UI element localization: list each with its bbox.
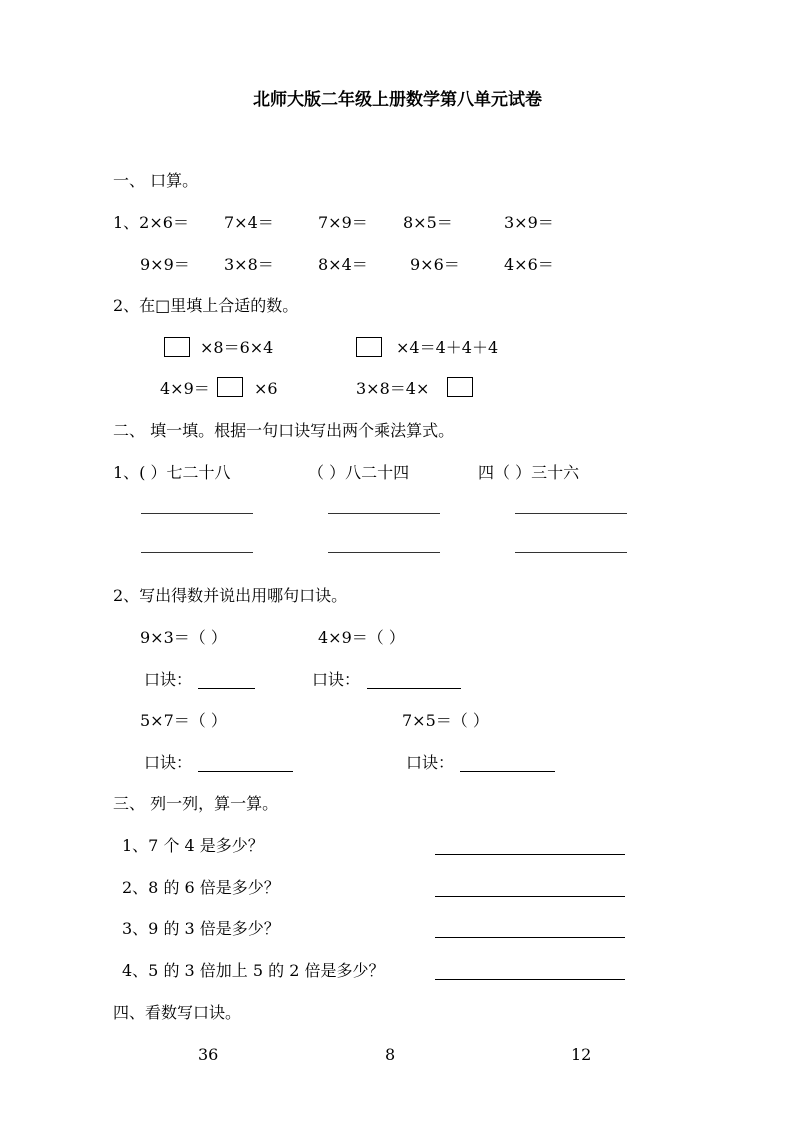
koujue-blank: 1、( ）七二十八 [113, 463, 231, 482]
number-prompt: 12 [571, 1045, 592, 1064]
calc-item: 4×9＝（ ） [318, 628, 405, 647]
number-prompt: 8 [385, 1045, 396, 1064]
answer-line[interactable] [435, 896, 625, 897]
calc-item: 8×5＝ [403, 213, 453, 232]
fill-equation: 4×9＝ [160, 379, 210, 398]
answer-line[interactable] [435, 854, 625, 855]
section-4-heading: 四、看数写口诀。 [113, 1003, 242, 1022]
calc-item: 3×8＝ [224, 255, 274, 274]
koujue-blank: （ ）八二十四 [308, 463, 410, 482]
koujue-label: 口诀： [406, 753, 455, 772]
answer-box[interactable] [164, 337, 190, 357]
answer-line[interactable] [198, 688, 255, 689]
koujue-label: 口诀： [144, 670, 193, 689]
fill-equation: ×6 [254, 379, 278, 398]
answer-line[interactable] [328, 552, 440, 553]
question-2-label: 2、在□里填上合适的数。 [113, 296, 299, 315]
answer-line[interactable] [198, 771, 293, 772]
koujue-label: 口诀： [312, 670, 361, 689]
calc-item: 7×5＝（ ） [402, 711, 489, 730]
calc-item: 5×7＝（ ） [140, 711, 227, 730]
calc-item: 7×4＝ [224, 213, 274, 232]
word-problem: 1、7 个 4 是多少？ [122, 836, 264, 855]
answer-line[interactable] [367, 688, 461, 689]
answer-line[interactable] [515, 552, 627, 553]
calc-item: 9×6＝ [410, 255, 460, 274]
fill-equation: ×4＝4＋4＋4 [396, 338, 499, 357]
question-2-label: 2、写出得数并说出用哪句口诀。 [113, 586, 348, 605]
answer-line[interactable] [141, 552, 253, 553]
number-prompt: 36 [198, 1045, 219, 1064]
koujue-label: 口诀： [144, 753, 193, 772]
answer-line[interactable] [141, 513, 253, 514]
koujue-blank: 四（ ）三十六 [478, 463, 580, 482]
section-3-heading: 三、 列一列，算一算。 [113, 794, 279, 813]
calc-item: 4×6＝ [504, 255, 554, 274]
answer-line[interactable] [328, 513, 440, 514]
answer-box[interactable] [217, 377, 243, 397]
section-1-heading: 一、 口算。 [113, 171, 199, 190]
word-problem: 2、8 的 6 倍是多少？ [122, 878, 280, 897]
page-title: 北师大版二年级上册数学第八单元试卷 [253, 90, 542, 110]
answer-line[interactable] [435, 937, 625, 938]
calc-item: 9×3＝（ ） [140, 628, 227, 647]
word-problem: 4、5 的 3 倍加上 5 的 2 倍是多少？ [122, 961, 385, 980]
answer-line[interactable] [515, 513, 627, 514]
calc-item: 8×4＝ [318, 255, 368, 274]
calc-item: 9×9＝ [140, 255, 190, 274]
answer-line[interactable] [460, 771, 555, 772]
fill-equation: ×8＝6×4 [200, 338, 274, 357]
answer-box[interactable] [356, 337, 382, 357]
section-2-heading: 二、 填一填。根据一句口诀写出两个乘法算式。 [113, 421, 455, 440]
calc-item: 7×9＝ [318, 213, 368, 232]
fill-equation: 3×8＝4× [356, 379, 430, 398]
word-problem: 3、9 的 3 倍是多少？ [122, 919, 280, 938]
calc-item: 1、2×6＝ [113, 213, 189, 232]
answer-line[interactable] [435, 979, 625, 980]
answer-box[interactable] [447, 377, 473, 397]
calc-item: 3×9＝ [504, 213, 554, 232]
